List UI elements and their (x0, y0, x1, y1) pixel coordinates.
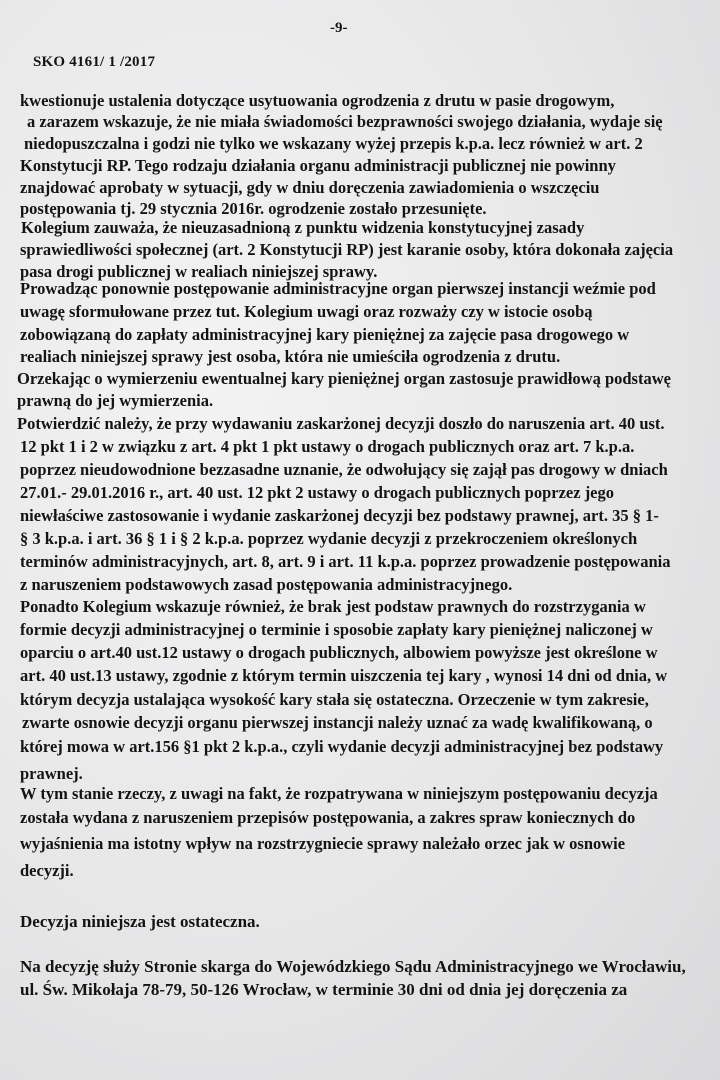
body-line: Kolegium zauważa, że nieuzasadnioną z punktu widzenia konstytucyjnej zasady (21, 218, 585, 237)
body-line: pasa drogi publicznej w realiach niniejszej sprawy. (20, 262, 378, 281)
body-line: Prowadząc ponownie postępowanie administracyjne organ pierwszej instancji weźmie pod (20, 279, 656, 298)
body-line: art. 40 ust.13 ustawy, zgodnie z którym termin uiszczenia tej kary , wynosi 14 dni od dnia, w (20, 666, 668, 685)
body-line: terminów administracyjnych, art. 8, art. 9 i art. 11 k.p.a. poprzez prowadzenie postępowania (20, 552, 671, 571)
body-line: postępowania tj. 29 stycznia 2016r. ogrodzenie zostało przesunięte. (20, 199, 487, 218)
body-line: poprzez nieudowodnione bezzasadne uznanie, że odwołujący się zajął pas drogowy w dniach (20, 460, 668, 479)
body-line: prawnej. (20, 764, 83, 783)
body-line: W tym stanie rzeczy, z uwagi na fakt, że rozpatrywana w niniejszym postępowaniu decyzja (20, 784, 658, 803)
body-line: 27.01.- 29.01.2016 r., art. 40 ust. 12 pkt 2 ustawy o drogach publicznych poprzez jego (20, 483, 615, 502)
body-line: oparciu o art.40 ust.12 ustawy o drogach publicznych, albowiem powyższe jest określone w (20, 643, 658, 662)
body-line: realiach niniejszej sprawy jest osoba, która nie umieściła ogrodzenia z drutu. (20, 347, 561, 366)
body-line: której mowa w art.156 §1 pkt 2 k.p.a., czyli wydanie decyzji administracyjnej bez podstawy (20, 737, 664, 756)
body-line: sprawiedliwości społecznej (art. 2 Konstytucji RP) jest karanie osoby, która dokonała zajęcia (20, 240, 674, 259)
body-line: Ponadto Kolegium wskazuje również, że brak jest podstaw prawnych do rozstrzygania w (20, 597, 646, 616)
final-statement-heading: Decyzja niniejsza jest ostateczna. (20, 912, 260, 931)
body-line: znajdować aprobaty w sytuacji, gdy w dniu doręczenia zawiadomienia o wszczęciu (20, 178, 600, 197)
page-number: -9- (330, 20, 348, 36)
body-line: została wydana z naruszeniem przepisów postępowania, a zakres spraw koniecznych do (20, 808, 636, 827)
body-line: z naruszeniem podstawowych zasad postępowania administracyjnego. (20, 575, 513, 594)
body-line: decyzji. (20, 861, 74, 880)
appeal-line: Na decyzję służy Stronie skarga do Wojewódzkiego Sądu Administracyjnego we Wrocławiu, (20, 957, 686, 976)
body-line: niewłaściwe zastosowanie i wydanie zaskarżonej decyzji bez podstawy prawnej, art. 35 § 1- (20, 506, 659, 525)
body-line: Potwierdzić należy, że przy wydawaniu zaskarżonej decyzji doszło do naruszenia art. 40 ust. (17, 414, 665, 433)
body-line: uwagę sformułowane przez tut. Kolegium uwagi oraz rozważy czy w istocie osobą (20, 302, 593, 321)
case-number: SKO 4161/ 1 /2017 (33, 54, 156, 70)
body-line: a zarazem wskazuje, że nie miała świadomości bezprawności swojego działania, wydaje się (27, 112, 663, 131)
body-line: zobowiązaną do zapłaty administracyjnej kary pieniężnej za zajęcie pasa drogowego w (20, 325, 630, 344)
body-line: Orzekając o wymierzeniu ewentualnej kary pieniężnej organ zastosuje prawidłową podstawę (17, 369, 671, 388)
body-line: wyjaśnienia ma istotny wpływ na rozstrzygniecie sprawy należało orzec jak w osnowie (20, 834, 626, 853)
body-line: § 3 k.p.a. i art. 36 § 1 i § 2 k.p.a. poprzez wydanie decyzji z przekroczeniem określonych (20, 529, 638, 548)
body-line: niedopuszczalna i godzi nie tylko we wskazany wyżej przepis k.p.a. lecz również w art. 2 (24, 134, 643, 153)
body-line: formie decyzji administracyjnej o terminie i sposobie zapłaty kary pieniężnej naliczonej w (20, 620, 653, 639)
body-line: prawną do jej wymierzenia. (17, 391, 214, 410)
body-line: Konstytucji RP. Tego rodzaju działania organu administracji publicznej nie powinny (20, 156, 616, 175)
body-line: którym decyzja ustalająca wysokość kary stała się ostateczna. Orzeczenie w tym zakresie, (20, 690, 649, 709)
body-line: 12 pkt 1 i 2 w związku z art. 4 pkt 1 pkt ustawy o drogach publicznych oraz art. 7 k.p.a. (20, 437, 635, 456)
body-line: kwestionuje ustalenia dotyczące usytuowania ogrodzenia z drutu w pasie drogowym, (20, 91, 615, 110)
body-line: zwarte osnowie decyzji organu pierwszej instancji należy uznać za wadę kwalifikowaną, o (22, 713, 653, 732)
appeal-line: ul. Św. Mikołaja 78-79, 50-126 Wrocław, w terminie 30 dni od dnia jej doręczenia za (20, 980, 628, 999)
